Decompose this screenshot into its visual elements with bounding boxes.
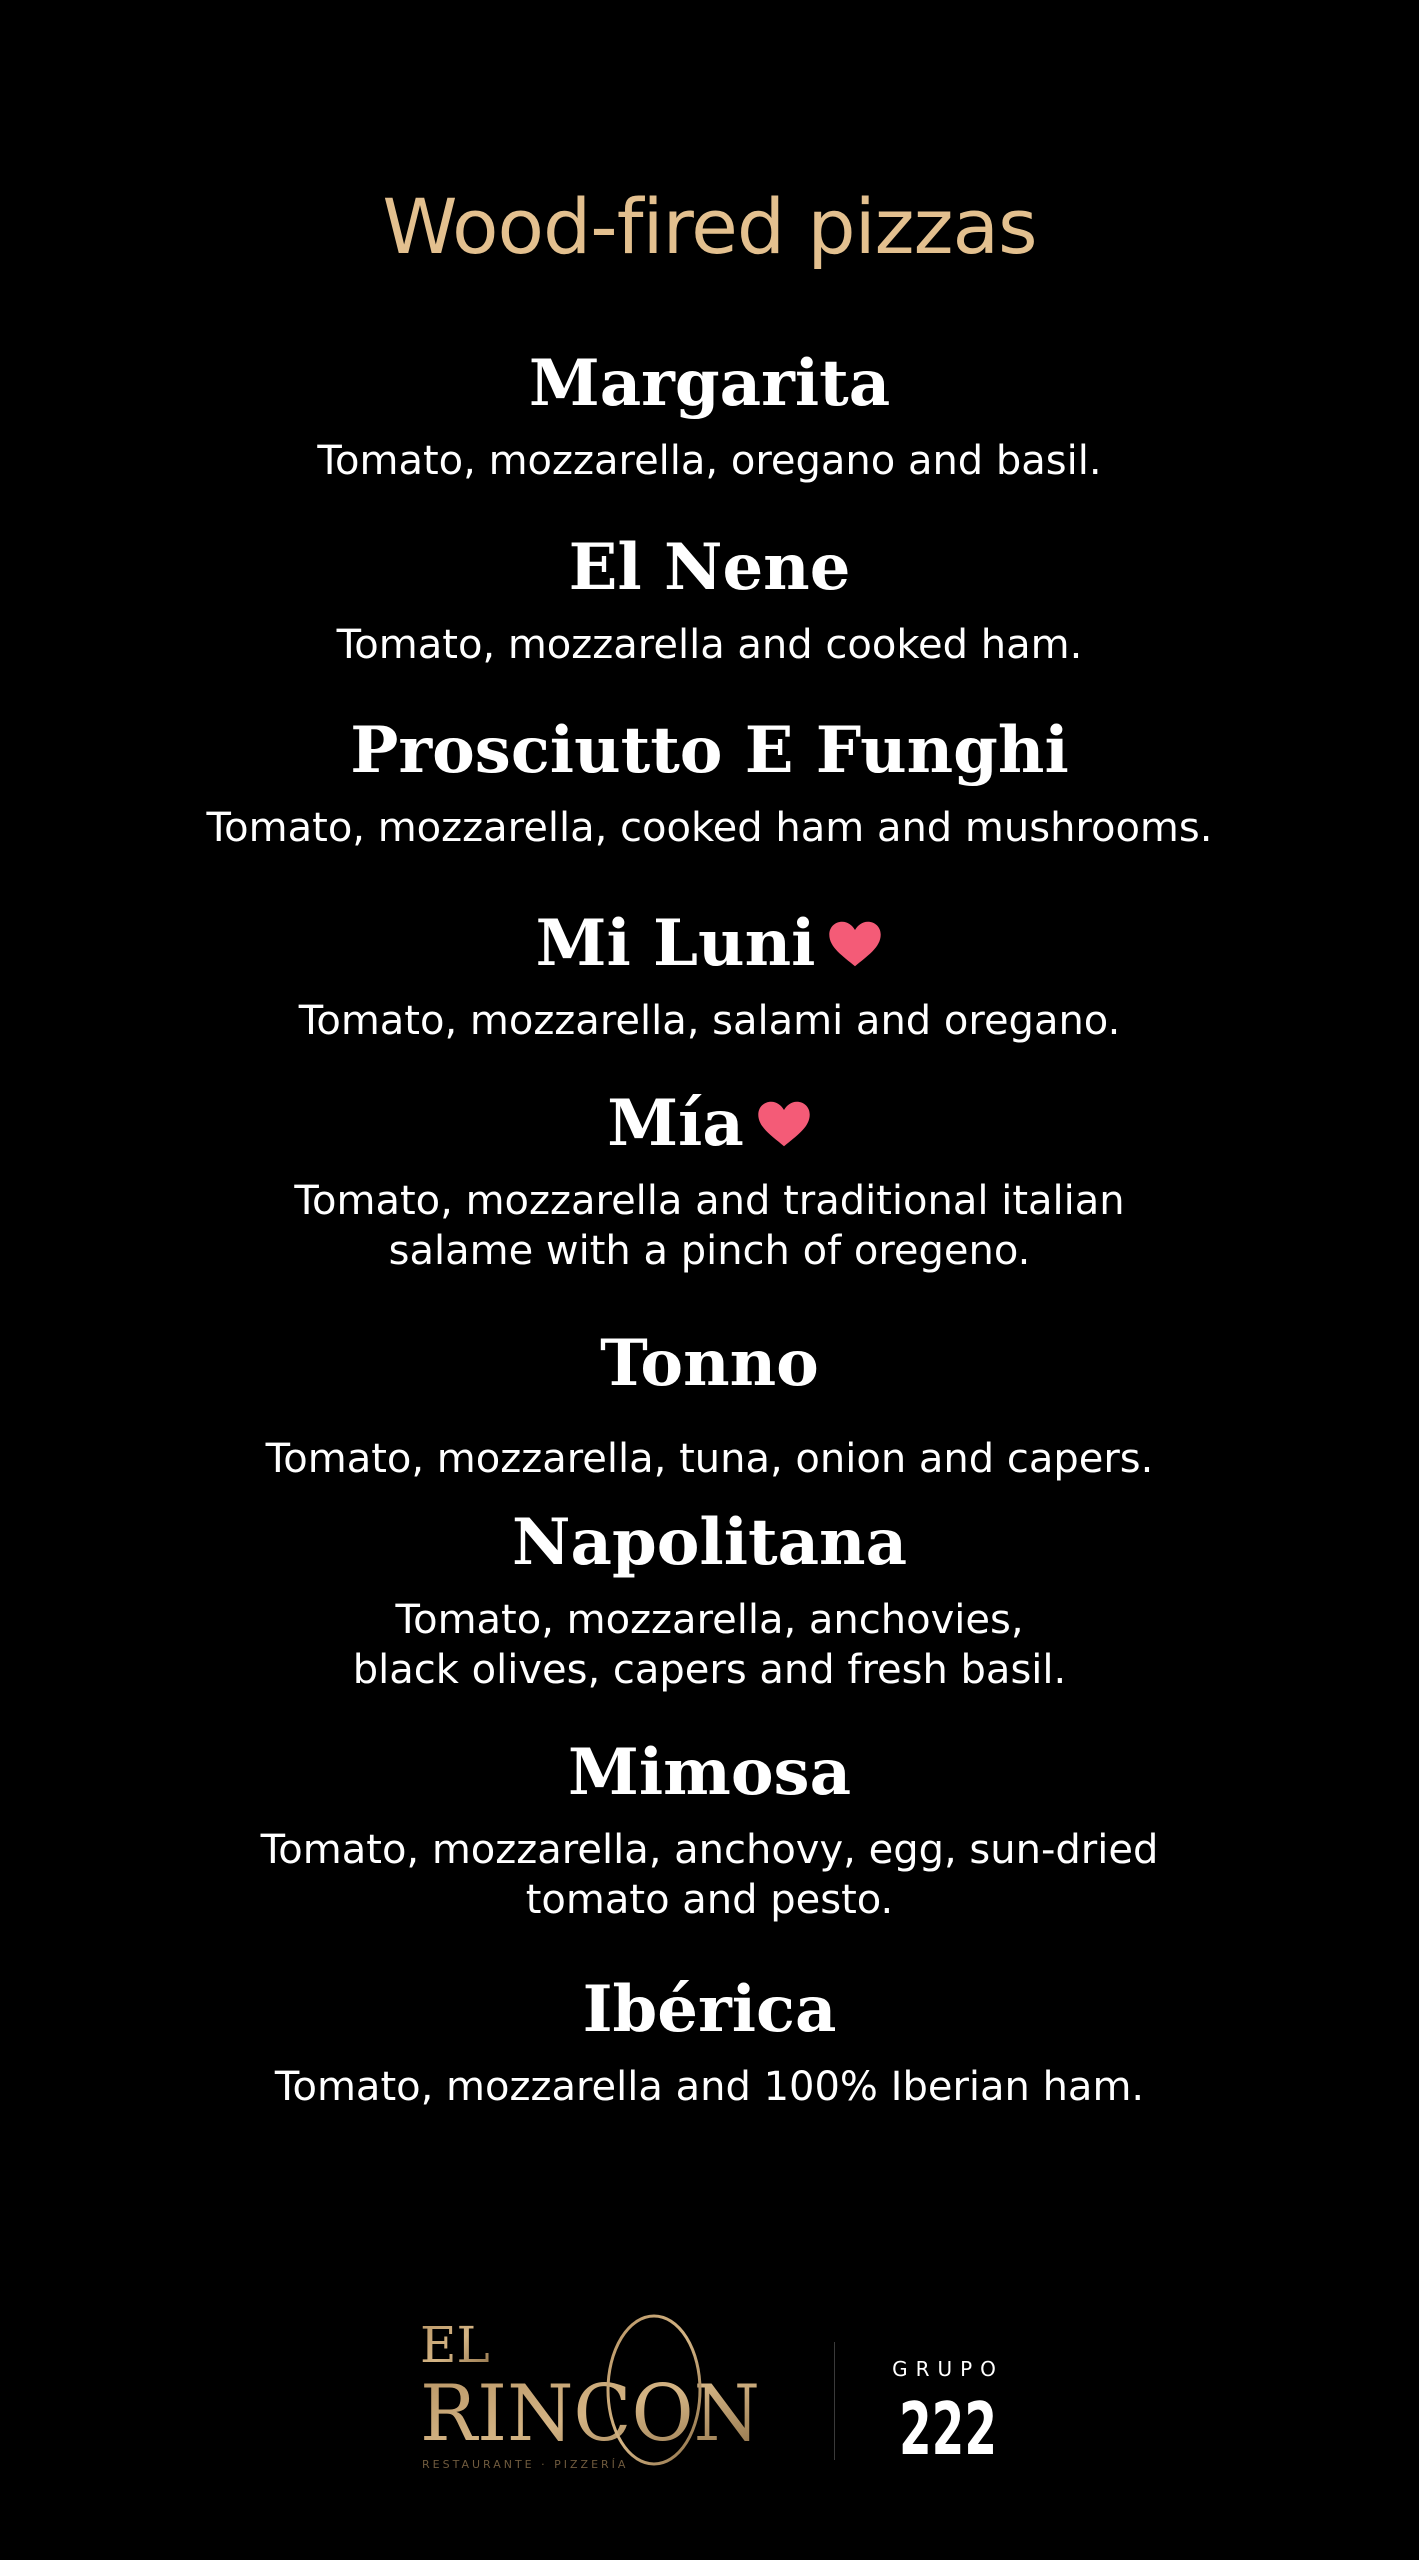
item-description: Tomato, mozzarella, oregano and basil. [317, 438, 1102, 484]
item-name [350, 713, 1069, 788]
item-name [582, 1972, 837, 2047]
footer-logos [0, 2300, 1419, 2480]
item-description: Tomato, mozzarella, anchovies, black olives, capers and fresh basil. [352, 1597, 1067, 1693]
item-name [607, 1086, 812, 1161]
logo-222-text: 222 [899, 2387, 997, 2471]
item-description: Tomato, mozzarella and cooked ham. [336, 622, 1083, 668]
item-name [567, 1735, 852, 1810]
menu-item-mimosa [0, 1735, 1419, 1925]
item-name-text: Tonno [600, 1326, 819, 1401]
menu-item-iberica [0, 1972, 1419, 2112]
item-name-text: Mía [607, 1086, 744, 1161]
item-name [535, 906, 884, 981]
item-name-text: Margarita [528, 346, 891, 421]
item-name-text: El Nene [568, 530, 851, 605]
item-name-text: Napolitana [511, 1505, 908, 1580]
menu-item-tonno [0, 1326, 1419, 1484]
item-name-text: Mimosa [567, 1735, 852, 1810]
heart-icon [756, 1100, 812, 1148]
item-name [600, 1326, 819, 1401]
item-description: Tomato, mozzarella, anchovy, egg, sun-dried tomato and pesto. [260, 1827, 1159, 1923]
item-description: Tomato, mozzarella, salami and oregano. [298, 998, 1121, 1044]
item-description: Tomato, mozzarella and traditional italian salame with a pinch of oregeno. [294, 1178, 1125, 1274]
item-name [511, 1505, 908, 1580]
item-name [568, 530, 851, 605]
logo-tagline: RESTAURANTE · PIZZERÍA [422, 2458, 629, 2471]
item-name-text: Prosciutto E Funghi [350, 713, 1069, 788]
item-description: Tomato, mozzarella and 100% Iberian ham. [274, 2064, 1145, 2110]
item-description: Tomato, mozzarella, tuna, onion and capers. [265, 1436, 1154, 1482]
menu-item-mia [0, 1086, 1419, 1276]
menu-item-el-nene [0, 530, 1419, 670]
logo-rincon-text: RINCON [420, 2369, 760, 2459]
item-name-text: Ibérica [582, 1972, 837, 2047]
menu-item-margarita [0, 346, 1419, 486]
logo-grupo-text: GRUPO [892, 2357, 1004, 2381]
menu-item-prosciutto-e-funghi [0, 713, 1419, 853]
page-title: Wood-fired pizzas [382, 181, 1037, 271]
item-description: Tomato, mozzarella, cooked ham and mushrooms. [206, 805, 1213, 851]
menu-item-napolitana [0, 1505, 1419, 1695]
item-name-text: Mi Luni [535, 906, 816, 981]
grupo-222-logo [892, 2354, 1004, 2471]
item-name [528, 346, 891, 421]
el-rincon-logo [418, 2312, 770, 2472]
logo-divider [834, 2342, 835, 2460]
logo-el-text: EL [420, 2316, 490, 2374]
heart-icon [827, 920, 883, 968]
menu-item-mi-luni [0, 906, 1419, 1046]
